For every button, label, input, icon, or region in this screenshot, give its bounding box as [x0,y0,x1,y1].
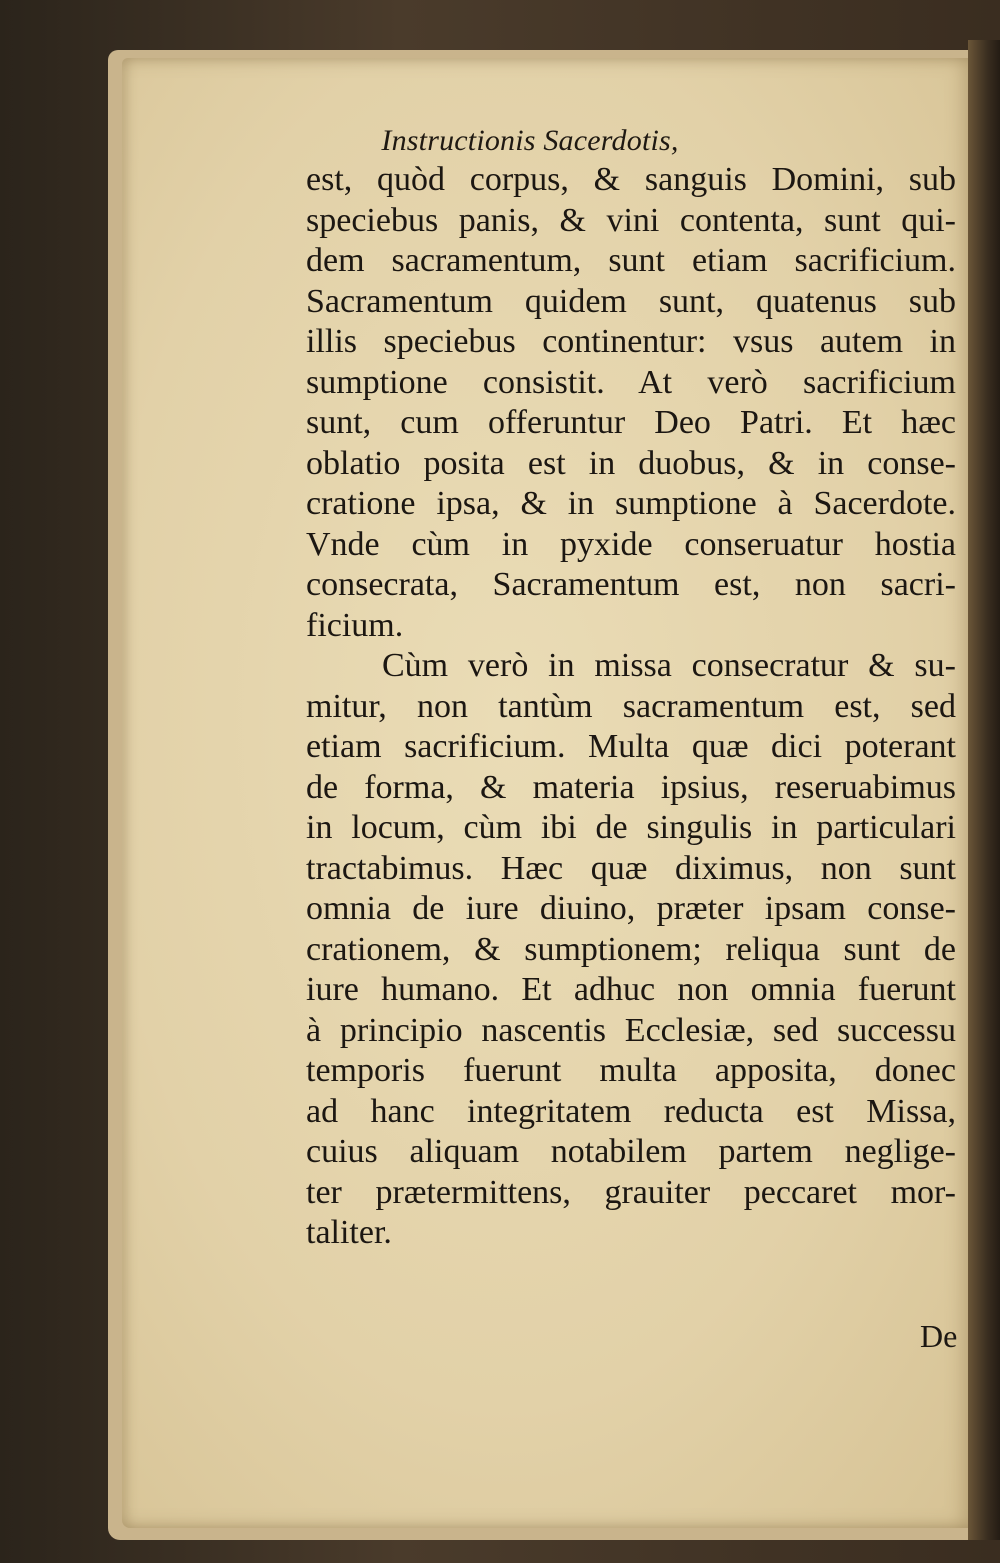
text-line: etiam sacrificium. Multa quæ dici poterant [306,728,956,765]
text-line: oblatio posita est in duobus, & in conse- [306,444,956,482]
text-line: crationem, & sumptionem; reliqua sunt de [306,930,956,968]
text-line: à principio nascentis Ecclesiæ, sed successu [306,1011,956,1049]
text-line: iure humano. Et adhuc non omnia fuerunt [306,971,956,1008]
text-line: ficium. [306,606,404,644]
text-line: illis speciebus continentur: vsus autem in [306,323,956,360]
running-head: Instructionis Sacerdotis, [381,124,679,157]
text-line: omnia de iure diuino, præter ipsam conse- [306,890,956,927]
text-line: est, quòd corpus, & sanguis Domini, sub [306,161,956,198]
book-gutter [968,40,1000,1540]
text-line: dem sacramentum, sunt etiam sacrificium. [306,242,956,279]
text-line: de forma, & materia ipsius, reseruabimus [306,768,956,806]
text-line: in locum, cùm ibi de singulis in particulari [306,809,956,846]
text-line: Vnde cùm in pyxide conseruatur hostia [306,525,956,563]
text-line: sumptione consistit. At verò sacrificium [306,363,956,401]
text-line: ad hanc integritatem reducta est Missa, [306,1092,956,1130]
text-line: consecrata, Sacramentum est, non sacri- [306,566,956,603]
text-line: Cùm verò in missa consecratur & su- [382,647,956,684]
paragraph-1 [306,160,956,646]
catchword: De [920,1318,958,1354]
text-line: sunt, cum offeruntur Deo Patri. Et hæc [306,404,956,441]
body-text [306,160,956,1254]
text-line: tractabimus. Hæc quæ diximus, non sunt [306,849,956,887]
text-line: Sacramentum quidem sunt, quatenus sub [306,282,956,320]
paragraph-2 [306,646,956,1254]
text-line: taliter. [306,1214,392,1251]
text-line: speciebus panis, & vini contenta, sunt qui- [306,201,956,239]
text-line: cuius aliquam notabilem partem neglige- [306,1133,956,1170]
text-line: temporis fuerunt multa apposita, donec [306,1052,956,1089]
text-line: cratione ipsa, & in sumptione à Sacerdote. [306,485,956,522]
text-line: ter prætermittens, grauiter peccaret mor- [306,1173,956,1211]
text-line: mitur, non tantùm sacramentum est, sed [306,687,956,725]
